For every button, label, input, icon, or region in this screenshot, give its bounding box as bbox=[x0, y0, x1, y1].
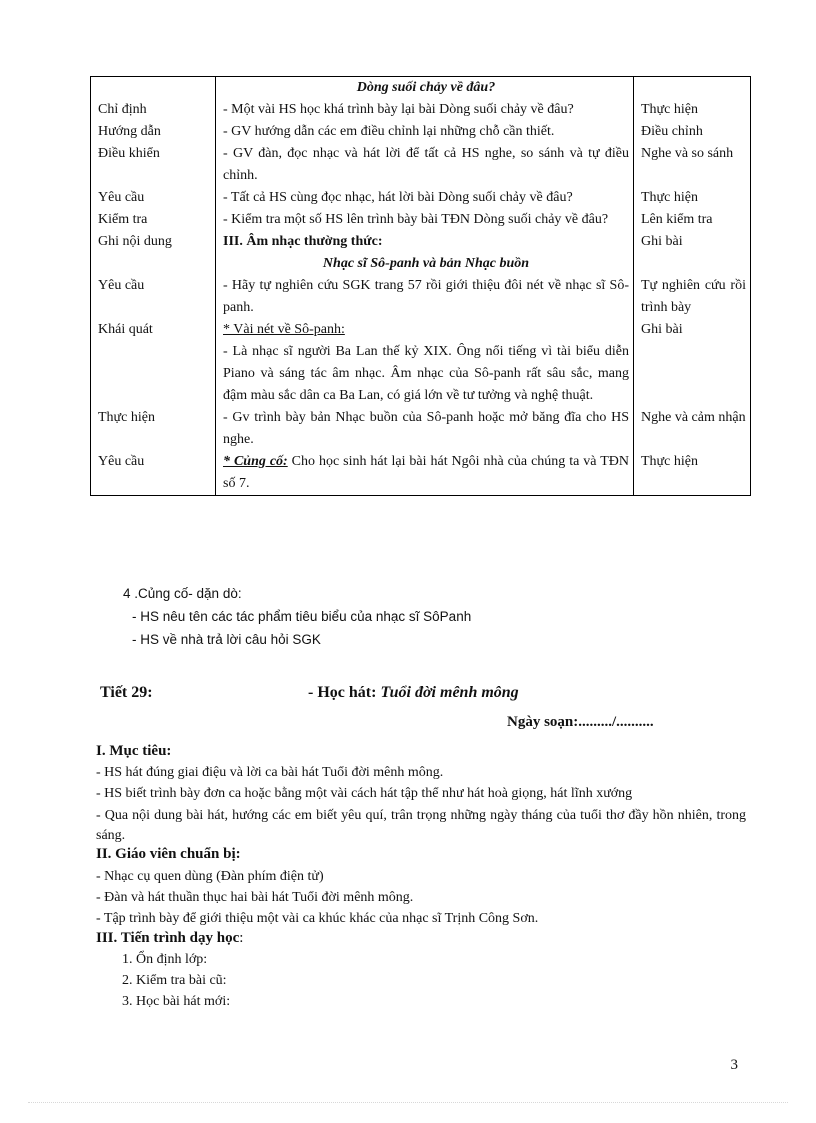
list-item: 1. Ổn định lớp: bbox=[122, 952, 208, 967]
student-action: Lên kiểm tra bbox=[634, 209, 751, 231]
topic-prefix: - Học hát: bbox=[308, 684, 377, 701]
content-cell: - Một vài HS học khá trình bày lại bài Dòng suối chảy về đâu? bbox=[216, 99, 634, 121]
list-item: 3. Học bài hát mới: bbox=[122, 994, 231, 1009]
table-row bbox=[91, 275, 751, 319]
teacher-action: Hướng dẫn bbox=[91, 121, 216, 143]
student-action: Ghi bài bbox=[634, 319, 751, 407]
student-action: Điều chỉnh bbox=[634, 121, 751, 143]
consolidate-label: * Củng cố: bbox=[223, 454, 288, 469]
teacher-action: Kiểm tra bbox=[91, 209, 216, 231]
song-name: Tuổi đời mênh mông bbox=[380, 684, 519, 701]
list-item: - HS nêu tên các tác phẩm tiêu biểu của nhạc sĩ SôPanh bbox=[132, 609, 472, 624]
teacher-action: Khái quát bbox=[91, 319, 216, 407]
student-action: Thực hiện bbox=[634, 451, 751, 496]
student-action: Ghi bài bbox=[634, 231, 751, 253]
footer-divider bbox=[28, 1102, 788, 1103]
date-line bbox=[507, 714, 654, 731]
music-subtitle: Nhạc sĩ Sô-panh và bản Nhạc buồn bbox=[216, 253, 634, 275]
chopin-heading: * Vài nét về Sô-panh: bbox=[223, 322, 345, 337]
song-title: Dòng suối chảy về đâu? bbox=[216, 77, 634, 100]
teacher-action: Ghi nội dung bbox=[91, 231, 216, 253]
list-item: - HS hát đúng giai điệu và lời ca bài hát Tuổi đời mênh mông. bbox=[96, 765, 444, 780]
table-row bbox=[91, 143, 751, 187]
chopin-text: - Là nhạc sĩ người Ba Lan thế kỷ XIX. Ông nổi tiếng vì tài biểu diễn Piano và sáng tác âm nhạc. Âm nhạc của Sô-panh rất sâu sắc, mang đậm màu sắc dân ca Ba Lan, có giá lớn về tư tưởng và nghệ thuật. bbox=[223, 344, 629, 403]
consolidate-text: Cho học sinh hát lại bài hát Ngôi nhà của chúng ta và TĐN số 7. bbox=[223, 454, 629, 491]
student-action: Nghe và cảm nhận bbox=[634, 407, 751, 451]
list-item: - HS về nhà trả lời câu hỏi SGK bbox=[132, 632, 321, 647]
list-item: - Qua nội dung bài hát, hướng các em biết yêu quí, trân trọng những ngày tháng của tuổi thơ đầy hồn nhiên, trong sáng. bbox=[96, 808, 746, 843]
process-title: III. Tiến trình dạy học bbox=[96, 930, 240, 946]
list-item: - Nhạc cụ quen dùng (Đàn phím điện tử) bbox=[96, 869, 324, 884]
content-cell bbox=[216, 319, 634, 407]
section-heading: III. Âm nhạc thường thức: bbox=[216, 231, 634, 253]
table-row bbox=[91, 209, 751, 231]
table-row bbox=[91, 231, 751, 253]
wrapup-title: 4 .Củng cố- dặn dò: bbox=[123, 586, 242, 601]
table-row bbox=[91, 451, 751, 496]
content-cell: - Hãy tự nghiên cứu SGK trang 57 rồi giới thiệu đôi nét về nhạc sĩ Sô-panh. bbox=[216, 275, 634, 319]
table-row bbox=[91, 187, 751, 209]
table-row bbox=[91, 99, 751, 121]
student-action: Nghe và so sánh bbox=[634, 143, 751, 187]
lesson-number: Tiết 29: bbox=[100, 684, 153, 701]
teacher-action: Chỉ định bbox=[91, 99, 216, 121]
date-value: ........./.......... bbox=[578, 714, 654, 730]
list-item: - Đàn và hát thuần thục hai bài hát Tuổi đời mênh mông. bbox=[96, 890, 414, 905]
content-cell: - GV đàn, đọc nhạc và hát lời để tất cả HS nghe, so sánh và tự điều chỉnh. bbox=[216, 143, 634, 187]
list-item: - Tập trình bày để giới thiệu một vài ca khúc khác của nhạc sĩ Trịnh Công Sơn. bbox=[96, 911, 539, 926]
objectives-title: I. Mục tiêu: bbox=[96, 743, 172, 759]
teacher-action: Yêu cầu bbox=[91, 451, 216, 496]
table-row bbox=[91, 253, 751, 275]
prep-title: II. Giáo viên chuẩn bị: bbox=[96, 846, 241, 862]
lesson-table bbox=[90, 76, 751, 496]
content-cell: - GV hướng dẫn các em điều chỉnh lại những chỗ cần thiết. bbox=[216, 121, 634, 143]
table-row bbox=[91, 319, 751, 407]
teacher-action: Yêu cầu bbox=[91, 275, 216, 319]
table-row bbox=[91, 121, 751, 143]
process-colon: : bbox=[239, 930, 244, 946]
teacher-action: Thực hiện bbox=[91, 407, 216, 451]
student-action: Thực hiện bbox=[634, 187, 751, 209]
list-item: 2. Kiểm tra bài cũ: bbox=[122, 973, 227, 988]
date-label: Ngày soạn: bbox=[507, 714, 579, 730]
lesson-topic bbox=[308, 684, 519, 702]
teacher-action: Điều khiển bbox=[91, 143, 216, 187]
page-number: 3 bbox=[730, 1057, 738, 1073]
student-action: Tự nghiên cứu rồi trình bày bbox=[634, 275, 751, 319]
content-cell: - Gv trình bày bản Nhạc buồn của Sô-panh hoặc mở băng đĩa cho HS nghe. bbox=[216, 407, 634, 451]
content-cell: - Tất cả HS cùng đọc nhạc, hát lời bài Dòng suối chảy về đâu? bbox=[216, 187, 634, 209]
table-row bbox=[91, 77, 751, 100]
list-item: - HS biết trình bày đơn ca hoặc bằng một vài cách hát tập thể như hát hoà giọng, hát lĩnh xướng bbox=[96, 786, 633, 801]
process-title-line bbox=[96, 930, 243, 947]
content-cell: - Kiểm tra một số HS lên trình bày bài TĐN Dòng suối chảy về đâu? bbox=[216, 209, 634, 231]
content-cell bbox=[216, 451, 634, 496]
teacher-action: Yêu cầu bbox=[91, 187, 216, 209]
table-row bbox=[91, 407, 751, 451]
student-action: Thực hiện bbox=[634, 99, 751, 121]
